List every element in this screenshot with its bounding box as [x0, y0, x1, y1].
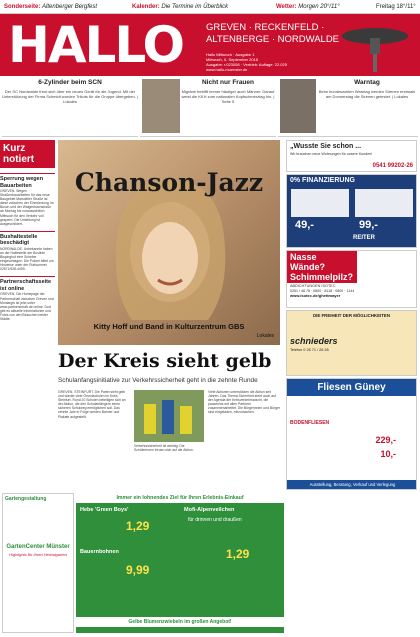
teaser-migraene[interactable]: Nicht nur Frauen Migräne betrifft immer häufiger auch Männer. Darauf weist die KKH zum nationalen Kopfschmerztag hin. | Seite 5	[140, 79, 276, 137]
notice-text: NORDWALDE. Unbekannte haben an der Haltestelle der Buslinie Bispinghof eine Scheibe eingeschlagen. Die Polizei bittet um Hinweise unter der Rufnummer 02571/928-4455.	[0, 246, 54, 272]
top-wetter[interactable]: Wetter: Morgen 20°/11°	[276, 4, 340, 10]
masthead-regions: GREVEN · RECKENFELD · ALTENBERGE · NORDWALDE	[206, 22, 340, 45]
notice-title[interactable]: Bushaltestelle beschädigt	[0, 231, 55, 247]
notice-title[interactable]: Sperrung wegen Bauarbeiten	[0, 173, 55, 189]
article-photo-caption: Verkehrssicherheit ist wichtig: Die Schülerinnen freuen sich auf die Aktion.	[134, 444, 194, 453]
notice-text: GREVEN. Wegen Straßenbauarbeiten für das neue Baugebiet Marsdeiler Straße ist diese zwischen der Einmündung Im Busch und der Walgenbachstraße ab Montag bis voraussichtlich Mittwoch für den Verkehr voll gesperrt. Die Umleitung ist ausgeschildert.	[0, 189, 54, 226]
teaser-warntag[interactable]: Warntag Beim bundesweiten Warntag werden Sirenen erstmals am Donnerstag die Sirenen getestet. | Lokales	[278, 79, 418, 137]
ad-fliesen[interactable]: Fliesen Güney BODENFLIESEN 229,- 10,- Ausstellung, Beratung, Verkauf und Verlegung	[286, 378, 417, 490]
ad-gartencenter[interactable]: Immer ein lohnendes Ziel für Ihren Erlebnis-Einkauf Hebe 'Green Boys' 1,29 Mofi-Alpenveilchen für drinnen und draußen 1,29 Bauernbohnen 9,99 Gelbe Blumenzwiebeln im großen Angebot!	[76, 493, 284, 633]
car-image	[355, 189, 413, 217]
top-bar	[0, 0, 420, 14]
notice-text: GREVEN. Die Homepage der Partnerschaft zwischen Greven und Montargis ist jetzt unter www.partnerschaft.de online. Dort gibt es aktuelle Informationen und Fotos von den Besuchen beider Städte.	[0, 292, 54, 321]
edition-info: Hallo Mittwoch · Ausgabe 1 Mittwoch, 5. September 2018 Ausgabe: r.023008 · Vertrieb: Auflage: 22.025 www.hallo-muenster.de	[206, 52, 287, 72]
article-deck: Schulanfangsinitiative zur Verkehrssicherheit geht in die zehnte Runde	[58, 377, 258, 384]
teaser-photo	[142, 79, 180, 133]
top-sonderseite[interactable]: Sonderseite: Altenberger Bergfest	[4, 4, 98, 10]
article-column: Viele Aktionen unterstützen die Aktion seit Jahren. Das Thema Sicherheit steht auch auf der Agenda der Kreisverkehrswacht, die pausenlos mit allen Partnern zusammenarbeitet. Die Bürgerinnen und Bürger sind eingeladen, mitzumachen.	[208, 390, 280, 415]
hero-section[interactable]: Lokales	[256, 333, 274, 339]
ad-gartengestaltung[interactable]: Gartengestaltung GartenCenter Münster Highlights für Ihren Herbstgarten	[2, 493, 74, 633]
notice-title[interactable]: Partnerschaftsseite ist online	[0, 276, 55, 292]
article-headline[interactable]: Der Kreis sieht gelb	[58, 350, 272, 372]
car-image	[291, 189, 349, 217]
kurz-notiert-badge: Kurz notiert	[0, 140, 55, 168]
teaser-scn[interactable]: 6-Zylinder beim SCN Der SC Nordwalde freut sich über ein neues Gerät für die Jugend. Mit der Unterstützung der Firma Schmidt wurden Trikots für die Gruppe übergeben. | Lokales	[2, 79, 138, 137]
ad-column	[286, 140, 417, 490]
masthead-logo[interactable]: HALLO	[8, 16, 183, 74]
hero-title[interactable]: Chanson-Jazz	[74, 168, 264, 197]
top-date: Freitag 18°/11°	[376, 4, 416, 10]
ad-schnieders[interactable]: DIE FREIHEIT DER MÖGLICHKEITEN schnieders Telefon 0 25 71 / 26 28	[286, 310, 417, 376]
kurz-notiert-column	[0, 140, 55, 485]
article-photo[interactable]	[134, 390, 204, 442]
ad-apartment[interactable]: „Wusste Sie schon ... Wir brauchen neue Wohnungen für unsere Kunden! 0541 99202-26	[286, 140, 417, 172]
ad-isotec[interactable]: Nasse Wände? Schimmelpilz? ABDICHTUNGEN ISOTEC 0251 / 48 78 · 0800 · 8118 · 0800 · 1144 www.isotec.de/ghettmayer	[286, 250, 417, 308]
siren-icon	[340, 18, 410, 72]
ad-finanzierung[interactable]: 0% FINANZIERUNG 49,- 99,- REITER	[286, 174, 417, 248]
hero-caption: Kitty Hoff und Band in Kulturzentrum GBS	[93, 322, 245, 331]
article-column: GREVEN. STEINFURT. Die Partei sieht gelb und wieder viele Grundschulen im Kreis Steinfurt. Rund 20 Schulen beteiligen sich an der Aktion, die den Schulanfängern einen sicheren Schulweg ermöglichen soll. Das zehnte Jahr in Folge werden Banner und Plakate aufgestellt.	[58, 390, 126, 419]
teaser-photo	[280, 79, 316, 133]
top-kalender[interactable]: Kalender: Die Termine im Überblick	[132, 4, 229, 10]
